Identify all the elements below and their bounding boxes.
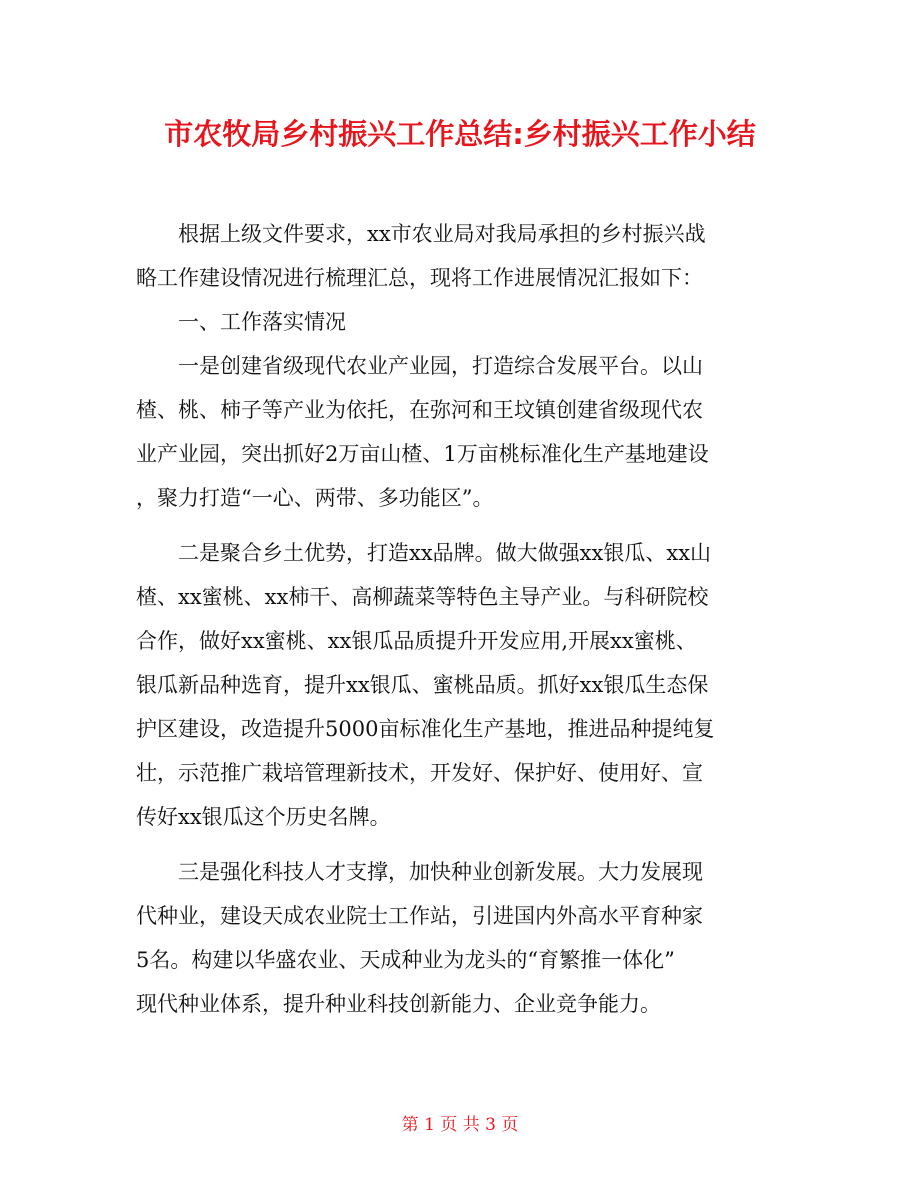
text-line: 楂、xx蜜桃、xx柿干、高柳蔬菜等特色主导产业。与科研院校 xyxy=(136,585,709,609)
text-line: 略工作建设情况进行梳理汇总，现将工作进展情况汇报如下： xyxy=(136,266,703,290)
text-line: 一是创建省级现代农业产业园，打造综合发展平台。以山 xyxy=(136,354,703,378)
text-line: 壮，示范推广栽培管理新技术，开发好、保护好、使用好、宣 xyxy=(136,761,703,785)
paragraph-gap xyxy=(136,520,786,531)
text-line: 楂、桃、柿子等产业为依托，在弥河和王坟镇创建省级现代农 xyxy=(136,398,703,422)
text-line: 合作，做好xx蜜桃、xx银瓜品质提升开发应用,开展xx蜜桃、 xyxy=(136,629,697,653)
paragraph-gap xyxy=(136,839,786,850)
paragraph-brand xyxy=(136,531,786,839)
text-line: 现代种业体系，提升种业科技创新能力、企业竞争能力。 xyxy=(136,992,661,1016)
document-title: 市农牧局乡村振兴工作总结:乡村振兴工作小结 xyxy=(164,117,756,151)
document-body xyxy=(136,212,786,1026)
text-line: 根据上级文件要求，xx市农业局对我局承担的乡村振兴战 xyxy=(136,222,706,246)
text-line: 5名。构建以华盛农业、天成种业为龙头的“育繁推一体化” xyxy=(136,948,675,972)
page-number-footer: 第 1 页 共 3 页 xyxy=(401,1115,519,1135)
text-line: 传好xx银瓜这个历史名牌。 xyxy=(136,805,391,829)
text-line: 代种业，建设天成农业院士工作站，引进国内外高水平育种家 xyxy=(136,904,703,928)
text-line: 三是强化科技人才支撑，加快种业创新发展。大力发展现 xyxy=(136,860,703,884)
text-line: 护区建设，改造提升5000亩标准化生产基地，推进品种提纯复 xyxy=(136,717,715,741)
text-line: 二是聚合乡土优势，打造xx品牌。做大做强xx银瓜、xx山 xyxy=(136,541,712,565)
paragraph-seed-industry xyxy=(136,850,786,1026)
section-heading xyxy=(136,300,786,344)
text-line: 一、工作落实情况 xyxy=(136,310,346,334)
text-line: 业产业园，突出抓好2万亩山楂、1万亩桃标准化生产基地建设 xyxy=(136,442,709,466)
paragraph-industrial-park xyxy=(136,344,786,520)
paragraph-intro xyxy=(136,212,786,300)
text-line: ，聚力打造“一心、两带、多功能区”。 xyxy=(136,486,494,510)
text-line: 银瓜新品种选育，提升xx银瓜、蜜桃品质。抓好xx银瓜生态保 xyxy=(136,673,709,697)
